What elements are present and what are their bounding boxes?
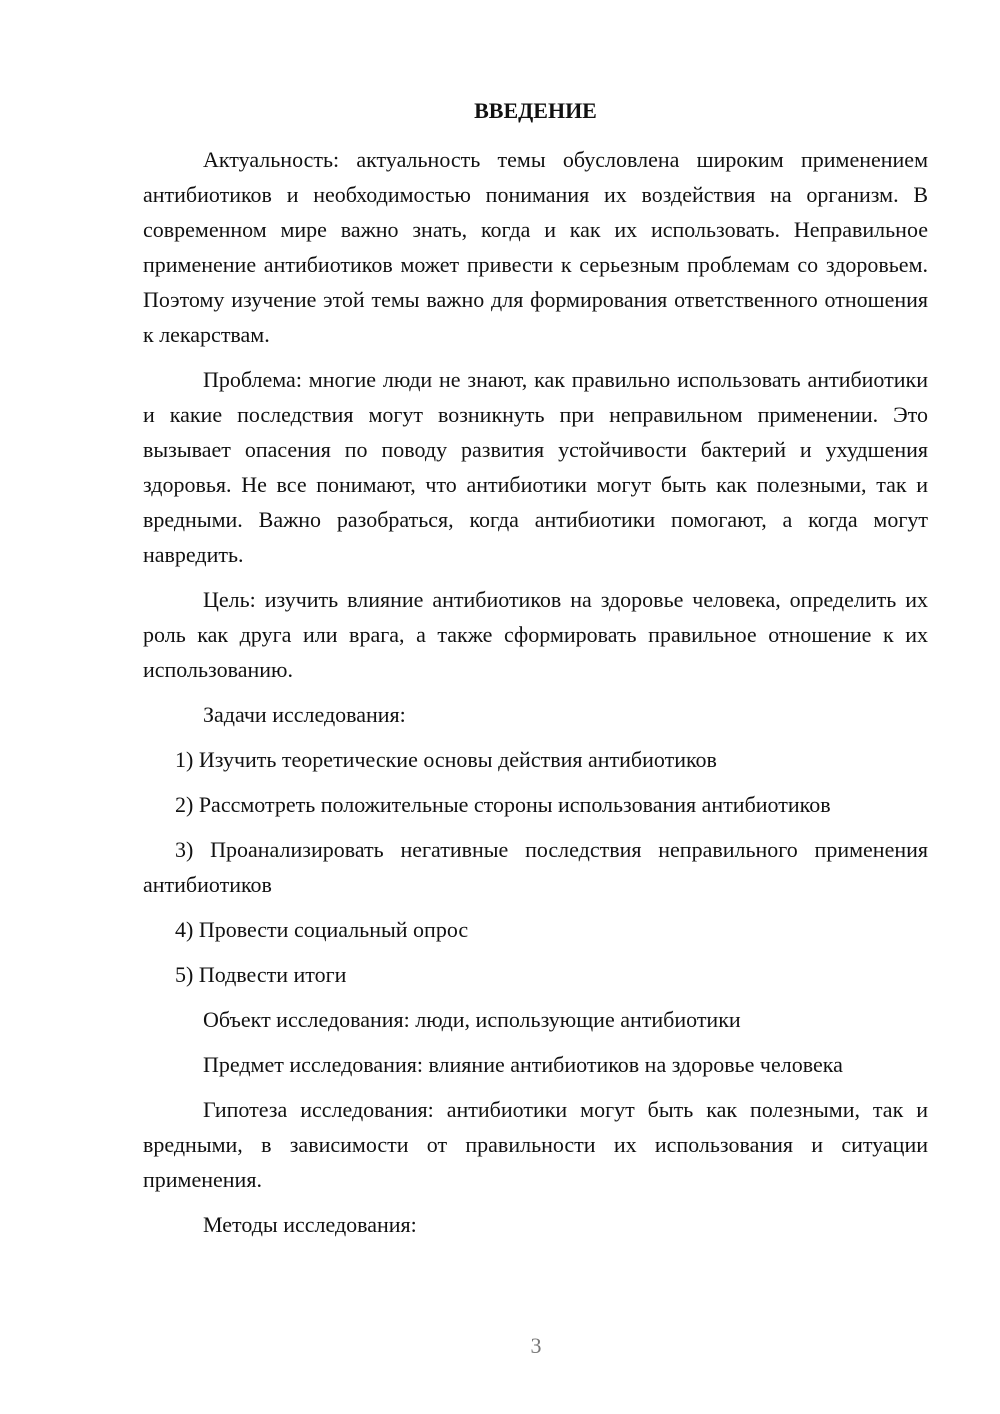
list-item: 3) Проанализировать негативные последствия неправильного применения антибиотиков: [143, 837, 928, 897]
list-item: 1) Изучить теоретические основы действия антибиотиков: [175, 747, 717, 772]
paragraph-hypothesis: Гипотеза исследования: антибиотики могут быть как полезными, так и вредными, в зависимости от правильности их использования и ситуации применения.: [143, 1097, 928, 1192]
list-item: 5) Подвести итоги: [175, 962, 347, 987]
tasks-heading: Задачи исследования:: [203, 702, 406, 727]
paragraph-methods: Методы исследования:: [203, 1212, 417, 1237]
paragraph-subject: Предмет исследования: влияние антибиотиков на здоровье человека: [203, 1052, 843, 1077]
paragraph-object: Объект исследования: люди, использующие антибиотики: [203, 1007, 741, 1032]
page-number: 3: [530, 1333, 542, 1358]
paragraph-relevance: Актуальность: актуальность темы обусловлена широким применением антибиотиков и необходимостью понимания их воздействия на организм. В современном мире важно знать, когда и как их использовать. Неправильное применение антибиотиков может привести к серьезным проблемам со здоровьем. Поэтому изучение этой темы важно для формирования ответственного отношения к лекарствам.: [143, 147, 928, 347]
page-title: ВВЕДЕНИЕ: [474, 98, 597, 123]
list-item: 4) Провести социальный опрос: [175, 917, 469, 942]
paragraph-goal: Цель: изучить влияние антибиотиков на здоровье человека, определить их роль как друга или врага, а также сформировать правильное отношение к их использованию.: [143, 587, 928, 682]
document-page: [143, 96, 928, 1252]
paragraph-problem: Проблема: многие люди не знают, как правильно использовать антибиотики и какие последствия могут возникнуть при неправильном применении. Это вызывает опасения по поводу развития устойчивости бактерий и ухудшения здоровья. Не все понимают, что антибиотики могут быть как полезными, так и вредными. Важно разобраться, когда антибиотики помогают, а когда могут навредить.: [143, 367, 928, 567]
list-item: 2) Рассмотреть положительные стороны использования антибиотиков: [175, 792, 831, 817]
